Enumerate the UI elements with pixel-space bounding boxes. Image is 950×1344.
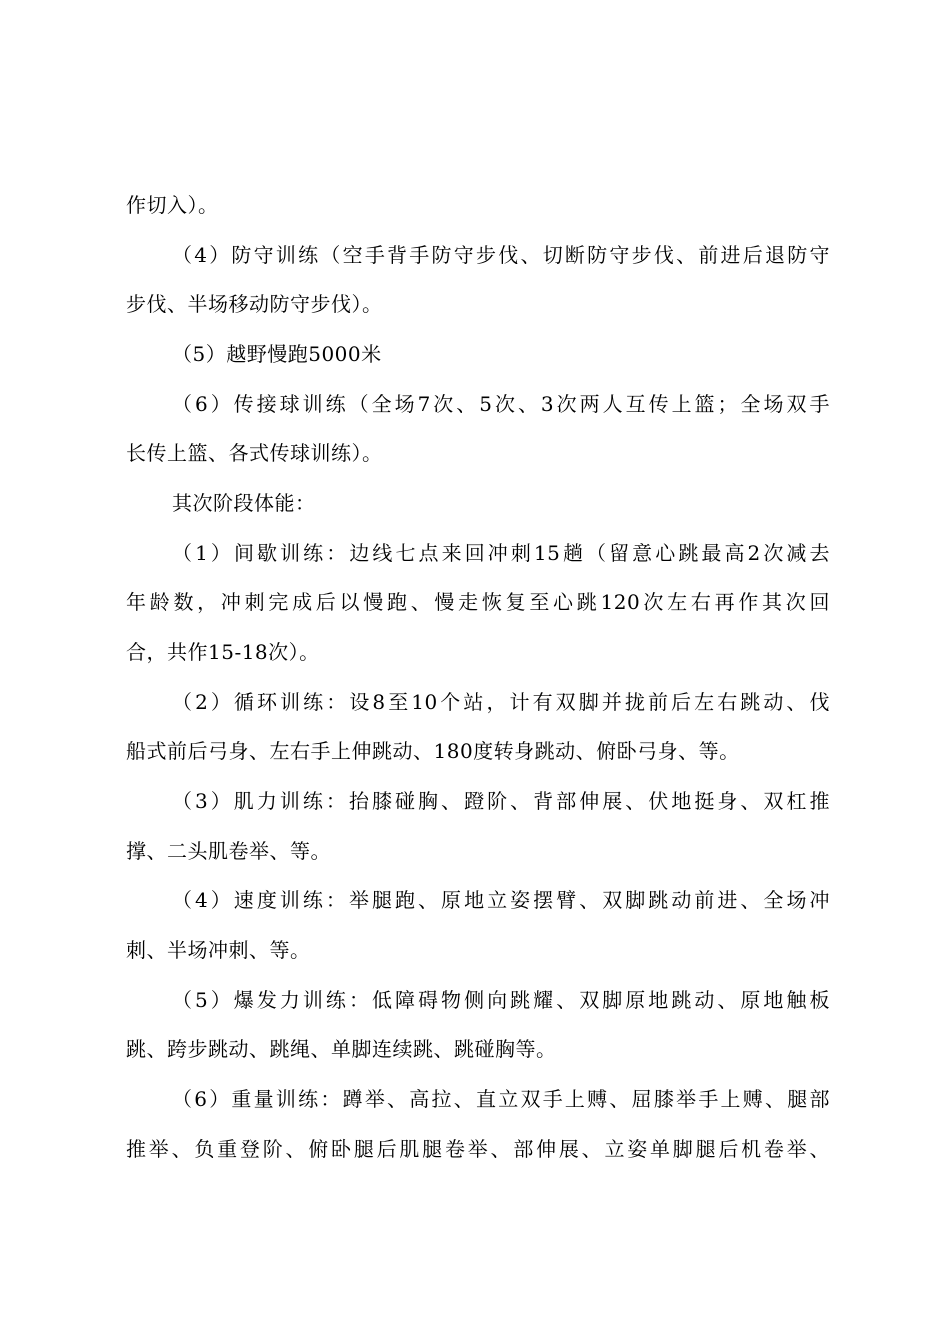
- text-line: （5）越野慢跑5000米: [172, 342, 382, 366]
- text-line: （6）传接球训练（全场7次、5次、3次两人互传上篮；全场双手: [172, 392, 830, 416]
- text-line: （5）爆发力训练：低障碍物侧向跳耀、双脚原地跳动、原地触板: [172, 988, 830, 1012]
- text-line: 作切入）。: [126, 193, 219, 217]
- text-line: 年龄数，冲刺完成后以慢跑、慢走恢复至心跳120次左右再作其次回: [126, 590, 830, 614]
- text-line: 推举、负重登阶、俯卧腿后肌腿卷举、部伸展、立姿单脚腿后机卷举、: [126, 1137, 830, 1161]
- text-line: 撑、二头肌卷举、等。: [126, 839, 331, 863]
- text-line: 长传上篮、各式传球训练）。: [126, 441, 383, 465]
- text-line: 合，共作15-18次）。: [126, 640, 320, 664]
- text-line: （4）速度训练：举腿跑、原地立姿摆臂、双脚跳动前进、全场冲: [172, 888, 830, 912]
- text-line: 刺、半场冲刺、等。: [126, 938, 311, 962]
- text-line: （3）肌力训练：抬膝碰胸、蹬阶、背部伸展、伏地挺身、双杠推: [172, 789, 830, 813]
- text-line: 跳、跨步跳动、跳绳、单脚连续跳、跳碰胸等。: [126, 1037, 557, 1061]
- text-line: （4）防守训练（空手背手防守步伐、切断防守步伐、前进后退防守: [172, 243, 830, 267]
- text-line: （2）循环训练：设8至10个站，计有双脚并拢前后左右跳动、伐: [172, 690, 830, 714]
- text-line: 步伐、半场移动防守步伐）。: [126, 292, 383, 316]
- text-line: （6）重量训练：蹲举、高拉、直立双手上赙、屈膝举手上赙、腿部: [172, 1087, 830, 1111]
- text-line: （1）间歇训练：边线七点来回冲刺15趟（留意心跳最高2次减去: [172, 541, 830, 565]
- section-heading: 其次阶段体能：: [172, 491, 316, 515]
- text-line: 船式前后弓身、左右手上伸跳动、180度转身跳动、俯卧弓身、等。: [126, 739, 740, 763]
